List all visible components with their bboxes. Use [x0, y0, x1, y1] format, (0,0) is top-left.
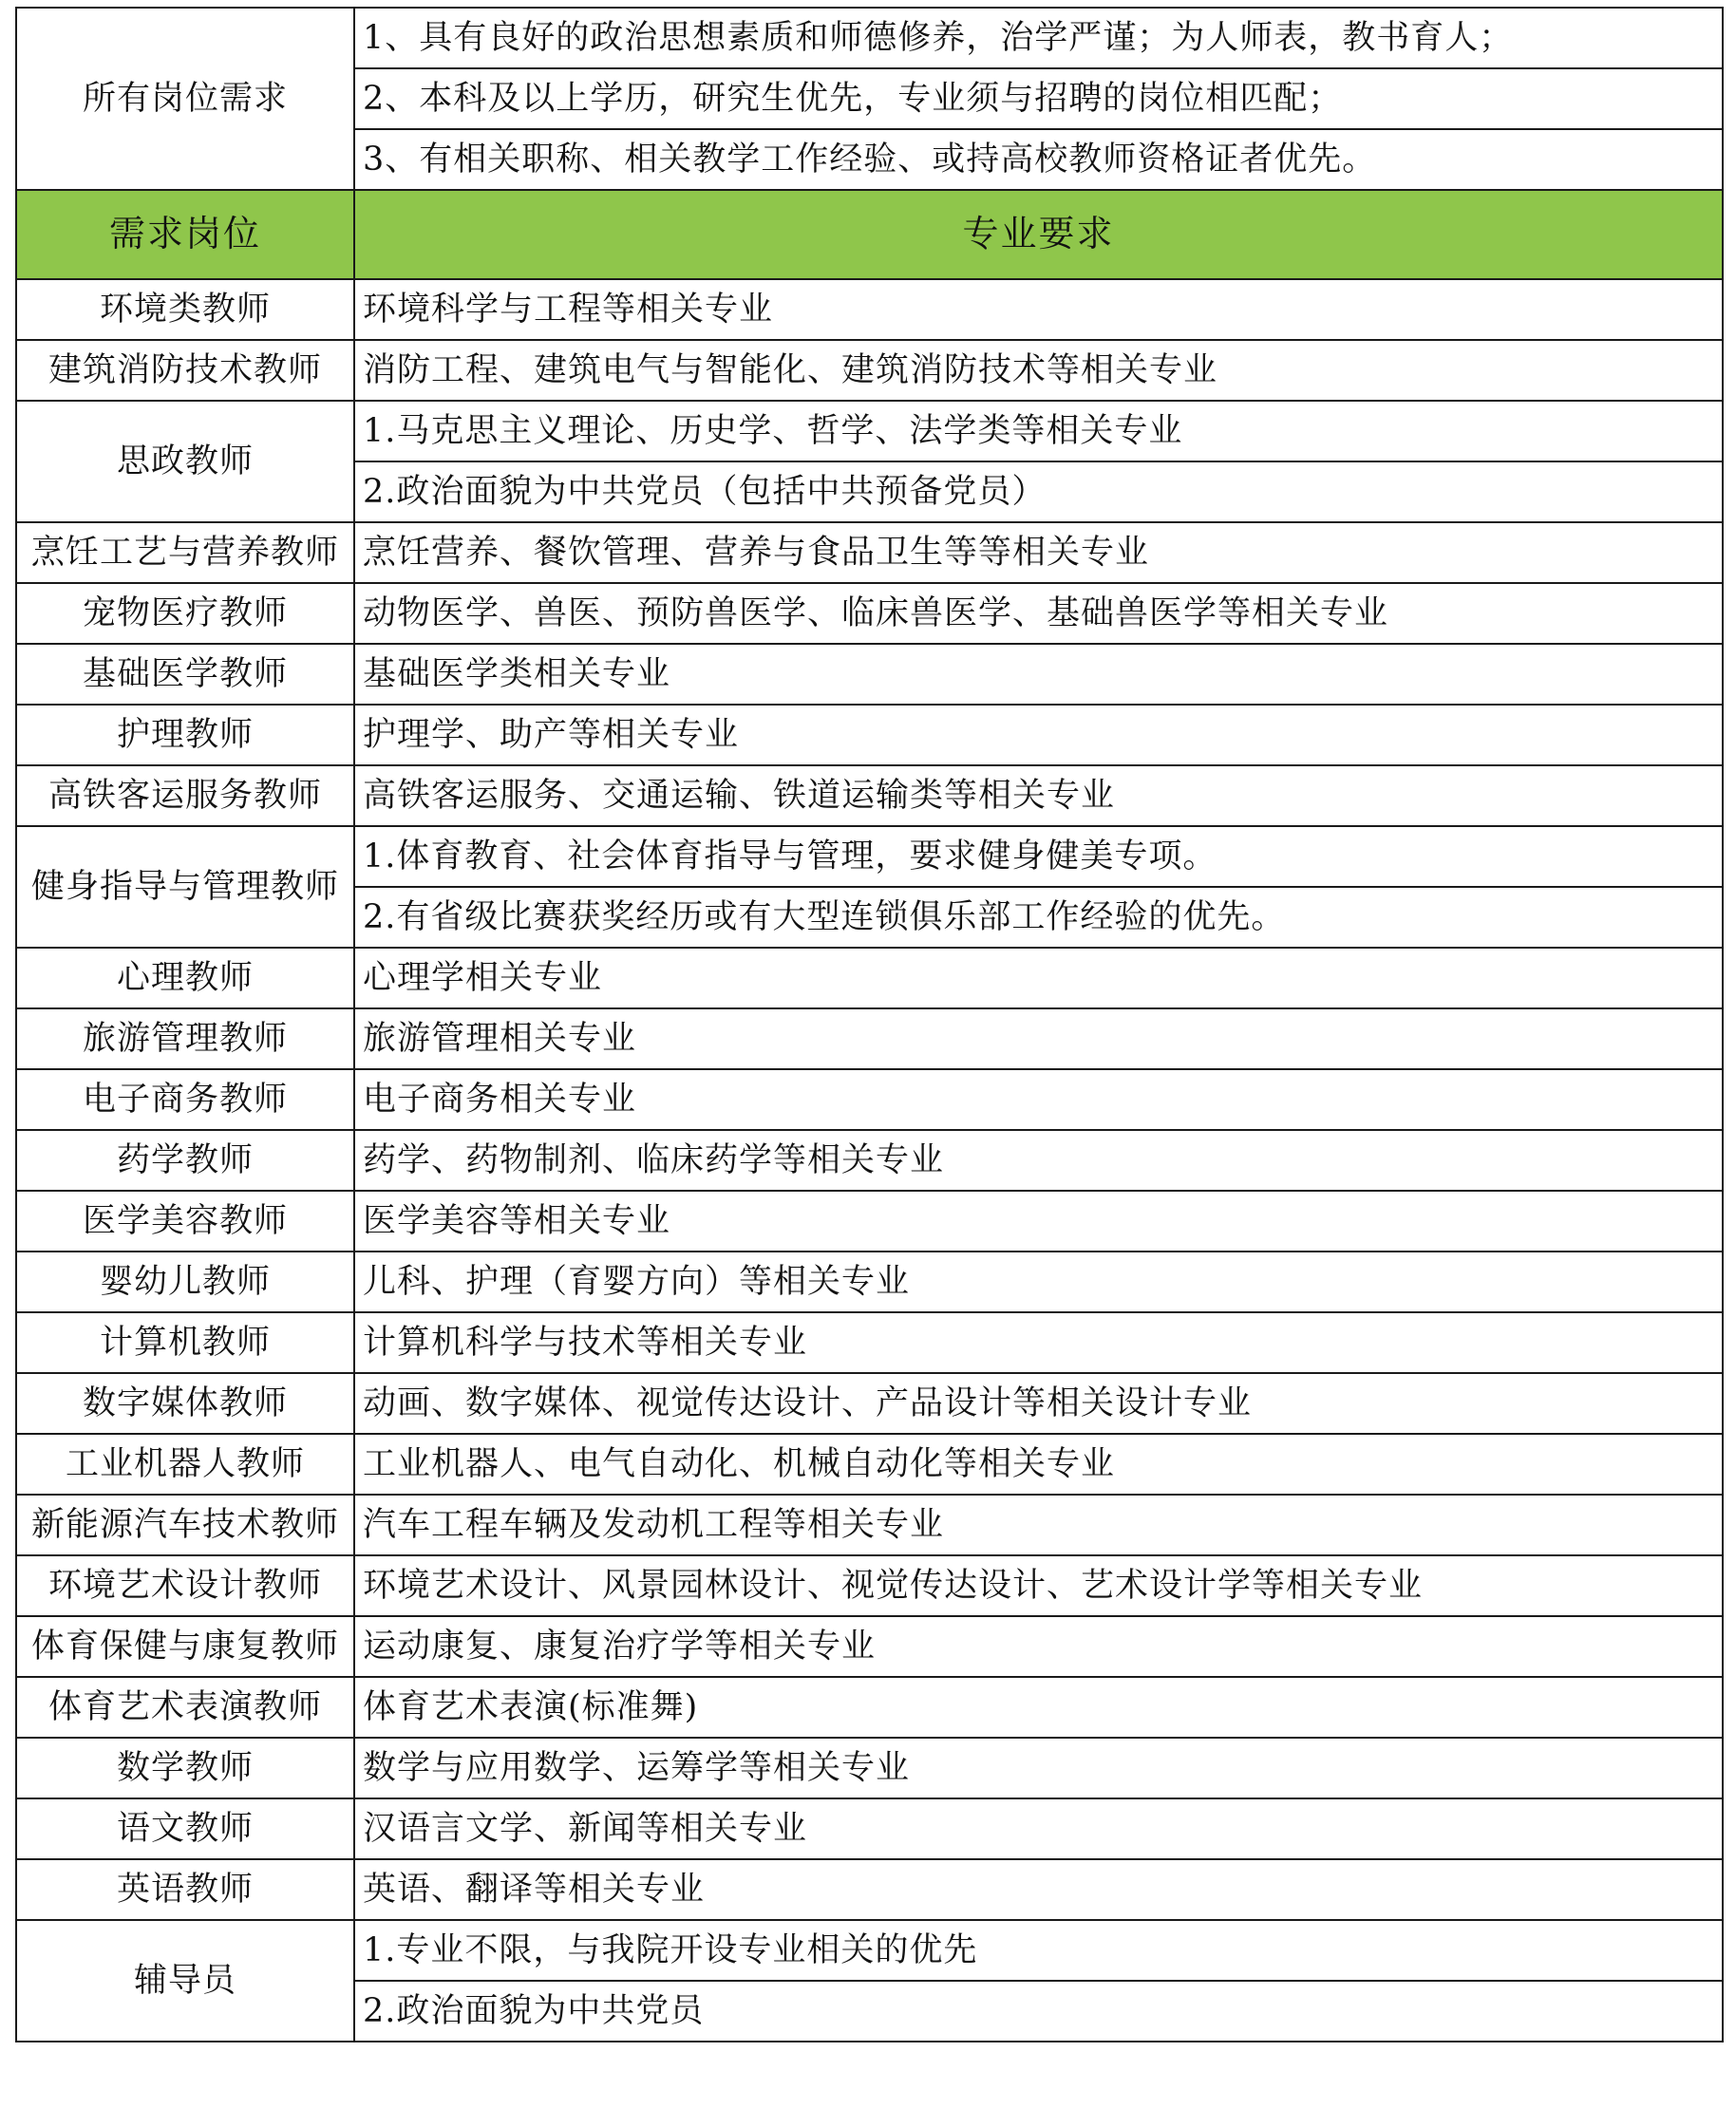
requirement-cell: 汽车工程车辆及发动机工程等相关专业 — [354, 1495, 1723, 1555]
position-cell: 语文教师 — [16, 1798, 354, 1859]
table-row — [16, 1312, 1723, 1373]
requirement-cell: 高铁客运服务、交通运输、铁道运输类等相关专业 — [354, 765, 1723, 826]
requirement-cell: 1.体育教育、社会体育指导与管理，要求健身健美专项。 — [354, 826, 1723, 887]
requirement-cell: 护理学、助产等相关专业 — [354, 705, 1723, 765]
requirement-cell: 2.有省级比赛获奖经历或有大型连锁俱乐部工作经验的优先。 — [354, 887, 1723, 948]
general-requirement-item: 3、有相关职称、相关教学工作经验、或持高校教师资格证者优先。 — [354, 129, 1723, 190]
table-row — [16, 583, 1723, 644]
position-cell: 心理教师 — [16, 948, 354, 1008]
position-cell: 数字媒体教师 — [16, 1373, 354, 1434]
table-row — [16, 1191, 1723, 1252]
header-requirement: 专业要求 — [354, 190, 1723, 279]
position-cell: 健身指导与管理教师 — [16, 826, 354, 948]
position-cell: 建筑消防技术教师 — [16, 340, 354, 401]
position-cell: 计算机教师 — [16, 1312, 354, 1373]
requirement-cell: 1.专业不限，与我院开设专业相关的优先 — [354, 1920, 1723, 1981]
requirement-cell: 工业机器人、电气自动化、机械自动化等相关专业 — [354, 1434, 1723, 1495]
requirements-sheet — [15, 7, 1722, 2042]
table-row — [16, 1130, 1723, 1191]
table-row — [16, 644, 1723, 705]
requirement-cell: 运动康复、康复治疗学等相关专业 — [354, 1616, 1723, 1677]
requirement-cell: 2.政治面貌为中共党员（包括中共预备党员） — [354, 461, 1723, 522]
position-cell: 烹饪工艺与营养教师 — [16, 522, 354, 583]
requirement-cell: 消防工程、建筑电气与智能化、建筑消防技术等相关专业 — [354, 340, 1723, 401]
table-row — [16, 1677, 1723, 1738]
table-row — [16, 340, 1723, 401]
position-cell: 环境类教师 — [16, 279, 354, 340]
requirement-cell: 动物医学、兽医、预防兽医学、临床兽医学、基础兽医学等相关专业 — [354, 583, 1723, 644]
table-row — [16, 1495, 1723, 1555]
general-requirements-label: 所有岗位需求 — [16, 8, 354, 190]
position-cell: 宠物医疗教师 — [16, 583, 354, 644]
table-row — [16, 1920, 1723, 1981]
table-header-row — [16, 190, 1723, 279]
header-position: 需求岗位 — [16, 190, 354, 279]
position-cell: 电子商务教师 — [16, 1069, 354, 1130]
requirement-cell: 心理学相关专业 — [354, 948, 1723, 1008]
table-row — [16, 1069, 1723, 1130]
general-row — [16, 8, 1723, 68]
requirement-cell: 体育艺术表演(标准舞) — [354, 1677, 1723, 1738]
requirement-cell: 数学与应用数学、运筹学等相关专业 — [354, 1738, 1723, 1798]
table-row — [16, 765, 1723, 826]
requirement-cell: 旅游管理相关专业 — [354, 1008, 1723, 1069]
table-row — [16, 522, 1723, 583]
general-requirement-item: 1、具有良好的政治思想素质和师德修养，治学严谨；为人师表，教书育人； — [354, 8, 1723, 68]
requirement-cell: 2.政治面貌为中共党员 — [354, 1981, 1723, 2042]
table-row — [16, 1798, 1723, 1859]
requirement-cell: 动画、数字媒体、视觉传达设计、产品设计等相关设计专业 — [354, 1373, 1723, 1434]
position-cell: 旅游管理教师 — [16, 1008, 354, 1069]
requirement-cell: 烹饪营养、餐饮管理、营养与食品卫生等等相关专业 — [354, 522, 1723, 583]
requirements-table-body — [16, 8, 1723, 2042]
position-cell: 工业机器人教师 — [16, 1434, 354, 1495]
requirement-cell: 电子商务相关专业 — [354, 1069, 1723, 1130]
table-row — [16, 279, 1723, 340]
requirement-cell: 医学美容等相关专业 — [354, 1191, 1723, 1252]
table-row — [16, 1555, 1723, 1616]
table-row — [16, 826, 1723, 887]
requirement-cell: 计算机科学与技术等相关专业 — [354, 1312, 1723, 1373]
table-row — [16, 1859, 1723, 1920]
table-row — [16, 1252, 1723, 1312]
table-row — [16, 948, 1723, 1008]
requirement-cell: 药学、药物制剂、临床药学等相关专业 — [354, 1130, 1723, 1191]
table-row — [16, 401, 1723, 461]
requirement-cell: 环境科学与工程等相关专业 — [354, 279, 1723, 340]
position-cell: 英语教师 — [16, 1859, 354, 1920]
position-cell: 基础医学教师 — [16, 644, 354, 705]
position-cell: 高铁客运服务教师 — [16, 765, 354, 826]
general-requirement-item: 2、本科及以上学历，研究生优先，专业须与招聘的岗位相匹配； — [354, 68, 1723, 129]
position-cell: 环境艺术设计教师 — [16, 1555, 354, 1616]
requirement-cell: 环境艺术设计、风景园林设计、视觉传达设计、艺术设计学等相关专业 — [354, 1555, 1723, 1616]
table-row — [16, 1434, 1723, 1495]
position-cell: 护理教师 — [16, 705, 354, 765]
position-cell: 辅导员 — [16, 1920, 354, 2042]
position-cell: 新能源汽车技术教师 — [16, 1495, 354, 1555]
requirement-cell: 基础医学类相关专业 — [354, 644, 1723, 705]
table-row — [16, 1738, 1723, 1798]
requirements-table — [15, 7, 1724, 2042]
position-cell: 药学教师 — [16, 1130, 354, 1191]
requirement-cell: 儿科、护理（育婴方向）等相关专业 — [354, 1252, 1723, 1312]
table-row — [16, 705, 1723, 765]
table-row — [16, 1616, 1723, 1677]
requirement-cell: 1.马克思主义理论、历史学、哲学、法学类等相关专业 — [354, 401, 1723, 461]
position-cell: 数学教师 — [16, 1738, 354, 1798]
requirement-cell: 英语、翻译等相关专业 — [354, 1859, 1723, 1920]
table-row — [16, 1373, 1723, 1434]
requirement-cell: 汉语言文学、新闻等相关专业 — [354, 1798, 1723, 1859]
table-row — [16, 1008, 1723, 1069]
position-cell: 体育保健与康复教师 — [16, 1616, 354, 1677]
position-cell: 思政教师 — [16, 401, 354, 522]
position-cell: 医学美容教师 — [16, 1191, 354, 1252]
position-cell: 体育艺术表演教师 — [16, 1677, 354, 1738]
position-cell: 婴幼儿教师 — [16, 1252, 354, 1312]
